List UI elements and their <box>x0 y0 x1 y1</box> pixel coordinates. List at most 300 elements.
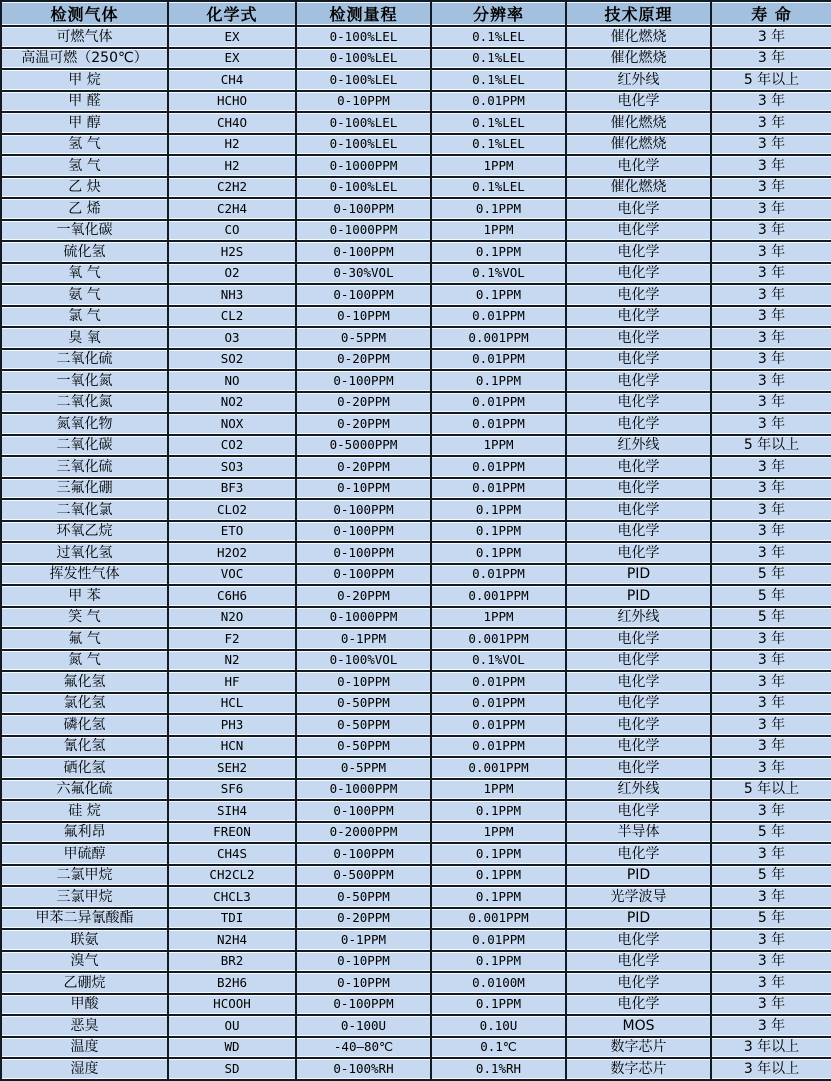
table-row <box>1 542 831 564</box>
principle-cell: 电化学 <box>566 327 711 349</box>
lifespan-cell: 3 年 <box>711 370 831 392</box>
formula-cell: CO <box>168 220 296 242</box>
formula-cell: NOX <box>168 413 296 435</box>
formula-cell: OU <box>168 1015 296 1037</box>
formula-cell: HCN <box>168 736 296 758</box>
lifespan-cell: 3 年 <box>711 392 831 414</box>
column-header-formula: 化学式 <box>168 1 296 26</box>
table-row <box>1 478 831 500</box>
lifespan-cell: 3 年 <box>711 757 831 779</box>
table-row <box>1 908 831 930</box>
lifespan-cell: 3 年 <box>711 263 831 285</box>
principle-cell: 电化学 <box>566 91 711 113</box>
lifespan-cell: 5 年 <box>711 607 831 629</box>
resolution-cell: 0.1%LEL <box>431 134 566 156</box>
formula-cell: VOC <box>168 564 296 586</box>
formula-cell: SEH2 <box>168 757 296 779</box>
gas-cell: 氮 气 <box>1 650 168 672</box>
gas-cell: 甲 醛 <box>1 91 168 113</box>
table-row <box>1 628 831 650</box>
range-cell: 0-100%LEL <box>296 134 431 156</box>
lifespan-cell: 3 年 <box>711 521 831 543</box>
formula-cell: HCOOH <box>168 994 296 1016</box>
range-cell: 0-20PPM <box>296 413 431 435</box>
principle-cell: 电化学 <box>566 198 711 220</box>
table-row <box>1 155 831 177</box>
range-cell: 0-1000PPM <box>296 220 431 242</box>
principle-cell: 电化学 <box>566 693 711 715</box>
principle-cell: 红外线 <box>566 435 711 457</box>
gas-cell: 硅 烷 <box>1 800 168 822</box>
table-row <box>1 263 831 285</box>
formula-cell: CH4 <box>168 69 296 91</box>
range-cell: 0-1000PPM <box>296 155 431 177</box>
principle-cell: 电化学 <box>566 671 711 693</box>
gas-cell: 三氯甲烷 <box>1 886 168 908</box>
principle-cell: 电化学 <box>566 714 711 736</box>
lifespan-cell: 5 年 <box>711 908 831 930</box>
resolution-cell: 0.1PPM <box>431 865 566 887</box>
principle-cell: 电化学 <box>566 478 711 500</box>
table-row <box>1 607 831 629</box>
formula-cell: BR2 <box>168 951 296 973</box>
lifespan-cell: 3 年以上 <box>711 1037 831 1059</box>
formula-cell: HF <box>168 671 296 693</box>
table-row <box>1 456 831 478</box>
principle-cell: 催化燃烧 <box>566 112 711 134</box>
range-cell: 0-50PPM <box>296 693 431 715</box>
range-cell: 0-100%LEL <box>296 48 431 70</box>
gas-cell: 过氧化氢 <box>1 542 168 564</box>
gas-cell: 甲酸 <box>1 994 168 1016</box>
resolution-cell: 0.1PPM <box>431 370 566 392</box>
lifespan-cell: 3 年 <box>711 48 831 70</box>
range-cell: 0-10PPM <box>296 951 431 973</box>
lifespan-cell: 5 年以上 <box>711 435 831 457</box>
range-cell: 0-100PPM <box>296 843 431 865</box>
gas-cell: 挥发性气体 <box>1 564 168 586</box>
range-cell: 0-1PPM <box>296 929 431 951</box>
principle-cell: 催化燃烧 <box>566 177 711 199</box>
range-cell: 0-1000PPM <box>296 779 431 801</box>
principle-cell: 电化学 <box>566 284 711 306</box>
resolution-cell: 0.1%LEL <box>431 48 566 70</box>
table-row <box>1 177 831 199</box>
resolution-cell: 0.1PPM <box>431 198 566 220</box>
formula-cell: H2O2 <box>168 542 296 564</box>
lifespan-cell: 3 年 <box>711 134 831 156</box>
table-row <box>1 413 831 435</box>
table-row <box>1 112 831 134</box>
formula-cell: EX <box>168 26 296 48</box>
lifespan-cell: 3 年 <box>711 951 831 973</box>
gas-cell: 二氧化碳 <box>1 435 168 457</box>
principle-cell: 电化学 <box>566 843 711 865</box>
principle-cell: 电化学 <box>566 628 711 650</box>
table-row <box>1 865 831 887</box>
gas-cell: 二氯甲烷 <box>1 865 168 887</box>
resolution-cell: 0.001PPM <box>431 585 566 607</box>
range-cell: 0-20PPM <box>296 349 431 371</box>
formula-cell: SD <box>168 1058 296 1080</box>
gas-cell: 笑 气 <box>1 607 168 629</box>
table-row <box>1 929 831 951</box>
resolution-cell: 1PPM <box>431 607 566 629</box>
gas-cell: 溴气 <box>1 951 168 973</box>
principle-cell: 电化学 <box>566 456 711 478</box>
table-row <box>1 886 831 908</box>
resolution-cell: 0.01PPM <box>431 456 566 478</box>
formula-cell: SF6 <box>168 779 296 801</box>
table-row <box>1 972 831 994</box>
table-row <box>1 198 831 220</box>
resolution-cell: 0.01PPM <box>431 736 566 758</box>
range-cell: 0-10PPM <box>296 306 431 328</box>
range-cell: 0-10PPM <box>296 478 431 500</box>
resolution-cell: 1PPM <box>431 779 566 801</box>
lifespan-cell: 3 年 <box>711 628 831 650</box>
gas-cell: 臭 氧 <box>1 327 168 349</box>
range-cell: 0-100PPM <box>296 198 431 220</box>
principle-cell: 电化学 <box>566 413 711 435</box>
gas-cell: 恶臭 <box>1 1015 168 1037</box>
principle-cell: PID <box>566 585 711 607</box>
lifespan-cell: 3 年 <box>711 220 831 242</box>
formula-cell: F2 <box>168 628 296 650</box>
gas-cell: 一氧化氮 <box>1 370 168 392</box>
formula-cell: NO <box>168 370 296 392</box>
gas-cell: 氨 气 <box>1 284 168 306</box>
lifespan-cell: 3 年 <box>711 306 831 328</box>
gas-cell: 氧 气 <box>1 263 168 285</box>
formula-cell: O3 <box>168 327 296 349</box>
lifespan-cell: 3 年 <box>711 26 831 48</box>
resolution-cell: 0.1PPM <box>431 499 566 521</box>
range-cell: 0-20PPM <box>296 392 431 414</box>
resolution-cell: 0.01PPM <box>431 564 566 586</box>
gas-cell: 乙 烯 <box>1 198 168 220</box>
table-row <box>1 241 831 263</box>
principle-cell: PID <box>566 908 711 930</box>
principle-cell: 数字芯片 <box>566 1037 711 1059</box>
range-cell: 0-5000PPM <box>296 435 431 457</box>
resolution-cell: 0.1%VOL <box>431 650 566 672</box>
principle-cell: 电化学 <box>566 241 711 263</box>
principle-cell: 光学波导 <box>566 886 711 908</box>
formula-cell: CL2 <box>168 306 296 328</box>
resolution-cell: 0.1%LEL <box>431 177 566 199</box>
resolution-cell: 0.01PPM <box>431 714 566 736</box>
range-cell: 0-100PPM <box>296 241 431 263</box>
resolution-cell: 0.1℃ <box>431 1037 566 1059</box>
table-row <box>1 1037 831 1059</box>
gas-cell: 可燃气体 <box>1 26 168 48</box>
resolution-cell: 1PPM <box>431 220 566 242</box>
gas-cell: 甲 烷 <box>1 69 168 91</box>
range-cell: 0-1PPM <box>296 628 431 650</box>
range-cell: 0-100PPM <box>296 521 431 543</box>
formula-cell: PH3 <box>168 714 296 736</box>
formula-cell: EX <box>168 48 296 70</box>
gas-cell: 甲硫醇 <box>1 843 168 865</box>
table-row <box>1 48 831 70</box>
gas-cell: 氯 气 <box>1 306 168 328</box>
table-row <box>1 284 831 306</box>
range-cell: 0-100%VOL <box>296 650 431 672</box>
formula-cell: BF3 <box>168 478 296 500</box>
range-cell: 0-5PPM <box>296 757 431 779</box>
formula-cell: SO2 <box>168 349 296 371</box>
principle-cell: 数字芯片 <box>566 1058 711 1080</box>
table-row <box>1 349 831 371</box>
lifespan-cell: 3 年 <box>711 843 831 865</box>
resolution-cell: 0.01PPM <box>431 91 566 113</box>
range-cell: 0-2000PPM <box>296 822 431 844</box>
range-cell: 0-20PPM <box>296 585 431 607</box>
column-header-principle: 技术原理 <box>566 1 711 26</box>
resolution-cell: 0.1PPM <box>431 886 566 908</box>
table-row <box>1 843 831 865</box>
principle-cell: 半导体 <box>566 822 711 844</box>
formula-cell: O2 <box>168 263 296 285</box>
lifespan-cell: 5 年 <box>711 822 831 844</box>
principle-cell: 电化学 <box>566 542 711 564</box>
gas-cell: 硫化氢 <box>1 241 168 263</box>
gas-cell: 环氧乙烷 <box>1 521 168 543</box>
formula-cell: CH4O <box>168 112 296 134</box>
range-cell: 0-500PPM <box>296 865 431 887</box>
range-cell: 0-10PPM <box>296 671 431 693</box>
resolution-cell: 0.10U <box>431 1015 566 1037</box>
principle-cell: 电化学 <box>566 521 711 543</box>
formula-cell: SO3 <box>168 456 296 478</box>
gas-cell: 硒化氢 <box>1 757 168 779</box>
formula-cell: HCHO <box>168 91 296 113</box>
principle-cell: 电化学 <box>566 800 711 822</box>
principle-cell: 电化学 <box>566 736 711 758</box>
resolution-cell: 0.001PPM <box>431 327 566 349</box>
formula-cell: N2H4 <box>168 929 296 951</box>
lifespan-cell: 3 年 <box>711 650 831 672</box>
gas-cell: 湿度 <box>1 1058 168 1080</box>
principle-cell: 电化学 <box>566 951 711 973</box>
table-row <box>1 69 831 91</box>
gas-cell: 二氧化硫 <box>1 349 168 371</box>
lifespan-cell: 3 年 <box>711 91 831 113</box>
formula-cell: CH2CL2 <box>168 865 296 887</box>
resolution-cell: 0.1PPM <box>431 284 566 306</box>
principle-cell: 电化学 <box>566 499 711 521</box>
formula-cell: NH3 <box>168 284 296 306</box>
principle-cell: 电化学 <box>566 220 711 242</box>
range-cell: 0-50PPM <box>296 714 431 736</box>
gas-cell: 甲 苯 <box>1 585 168 607</box>
formula-cell: ETO <box>168 521 296 543</box>
table-row <box>1 736 831 758</box>
lifespan-cell: 3 年 <box>711 886 831 908</box>
formula-cell: CLO2 <box>168 499 296 521</box>
range-cell: 0-100PPM <box>296 542 431 564</box>
resolution-cell: 1PPM <box>431 435 566 457</box>
lifespan-cell: 3 年 <box>711 478 831 500</box>
range-cell: 0-100%LEL <box>296 112 431 134</box>
gas-cell: 二氧化氯 <box>1 499 168 521</box>
range-cell: 0-30%VOL <box>296 263 431 285</box>
table-body <box>1 26 831 1080</box>
lifespan-cell: 3 年 <box>711 456 831 478</box>
resolution-cell: 0.01PPM <box>431 392 566 414</box>
range-cell: 0-10PPM <box>296 91 431 113</box>
resolution-cell: 0.0100M <box>431 972 566 994</box>
resolution-cell: 0.1PPM <box>431 951 566 973</box>
formula-cell: H2S <box>168 241 296 263</box>
principle-cell: 电化学 <box>566 929 711 951</box>
gas-cell: 乙 炔 <box>1 177 168 199</box>
table-row <box>1 994 831 1016</box>
range-cell: 0-50PPM <box>296 886 431 908</box>
table-row <box>1 693 831 715</box>
gas-cell: 磷化氢 <box>1 714 168 736</box>
formula-cell: CHCL3 <box>168 886 296 908</box>
range-cell: 0-1000PPM <box>296 607 431 629</box>
range-cell: 0-100PPM <box>296 284 431 306</box>
principle-cell: 电化学 <box>566 972 711 994</box>
resolution-cell: 0.01PPM <box>431 671 566 693</box>
resolution-cell: 0.1PPM <box>431 800 566 822</box>
lifespan-cell: 3 年 <box>711 736 831 758</box>
table-row <box>1 499 831 521</box>
principle-cell: 电化学 <box>566 392 711 414</box>
table-row <box>1 521 831 543</box>
lifespan-cell: 3 年 <box>711 155 831 177</box>
resolution-cell: 0.001PPM <box>431 628 566 650</box>
gas-cell: 氟利昂 <box>1 822 168 844</box>
table-row <box>1 585 831 607</box>
formula-cell: NO2 <box>168 392 296 414</box>
gas-cell: 甲苯二异氰酸酯 <box>1 908 168 930</box>
gas-cell: 氟化氢 <box>1 671 168 693</box>
gas-cell: 氟 气 <box>1 628 168 650</box>
range-cell: 0-100%LEL <box>296 69 431 91</box>
formula-cell: C6H6 <box>168 585 296 607</box>
header-row <box>1 1 831 26</box>
gas-cell: 三氧化硫 <box>1 456 168 478</box>
table-row <box>1 220 831 242</box>
range-cell: 0-5PPM <box>296 327 431 349</box>
gas-cell: 联氨 <box>1 929 168 951</box>
formula-cell: CH4S <box>168 843 296 865</box>
table-row <box>1 779 831 801</box>
resolution-cell: 0.001PPM <box>431 908 566 930</box>
resolution-cell: 0.01PPM <box>431 306 566 328</box>
lifespan-cell: 3 年 <box>711 413 831 435</box>
formula-cell: H2 <box>168 134 296 156</box>
principle-cell: 红外线 <box>566 607 711 629</box>
table-row <box>1 714 831 736</box>
principle-cell: 电化学 <box>566 650 711 672</box>
formula-cell: N2O <box>168 607 296 629</box>
lifespan-cell: 3 年 <box>711 929 831 951</box>
resolution-cell: 0.1PPM <box>431 241 566 263</box>
resolution-cell: 0.01PPM <box>431 349 566 371</box>
table-row <box>1 671 831 693</box>
principle-cell: MOS <box>566 1015 711 1037</box>
principle-cell: 催化燃烧 <box>566 48 711 70</box>
table-row <box>1 951 831 973</box>
formula-cell: SIH4 <box>168 800 296 822</box>
formula-cell: B2H6 <box>168 972 296 994</box>
lifespan-cell: 5 年以上 <box>711 779 831 801</box>
range-cell: 0-100PPM <box>296 499 431 521</box>
gas-cell: 三氟化硼 <box>1 478 168 500</box>
gas-cell: 一氧化碳 <box>1 220 168 242</box>
table-row <box>1 1058 831 1080</box>
formula-cell: HCL <box>168 693 296 715</box>
resolution-cell: 0.01PPM <box>431 413 566 435</box>
principle-cell: 电化学 <box>566 306 711 328</box>
resolution-cell: 0.1%LEL <box>431 69 566 91</box>
table-row <box>1 392 831 414</box>
column-header-lifespan: 寿 命 <box>711 1 831 26</box>
table-row <box>1 800 831 822</box>
resolution-cell: 0.1%RH <box>431 1058 566 1080</box>
range-cell: 0-100PPM <box>296 370 431 392</box>
column-header-gas: 检测气体 <box>1 1 168 26</box>
table-row <box>1 435 831 457</box>
gas-cell: 氮氧化物 <box>1 413 168 435</box>
lifespan-cell: 3 年 <box>711 327 831 349</box>
resolution-cell: 0.1PPM <box>431 521 566 543</box>
range-cell: 0-20PPM <box>296 456 431 478</box>
table-row <box>1 26 831 48</box>
resolution-cell: 0.1%LEL <box>431 112 566 134</box>
lifespan-cell: 5 年以上 <box>711 69 831 91</box>
column-header-resolution: 分辨率 <box>431 1 566 26</box>
formula-cell: FREON <box>168 822 296 844</box>
formula-cell: H2 <box>168 155 296 177</box>
column-header-range: 检测量程 <box>296 1 431 26</box>
lifespan-cell: 3 年 <box>711 284 831 306</box>
table-row <box>1 564 831 586</box>
principle-cell: 电化学 <box>566 370 711 392</box>
table-row <box>1 1015 831 1037</box>
resolution-cell: 0.01PPM <box>431 478 566 500</box>
lifespan-cell: 3 年 <box>711 693 831 715</box>
lifespan-cell: 3 年 <box>711 714 831 736</box>
gas-cell: 氯化氢 <box>1 693 168 715</box>
lifespan-cell: 3 年 <box>711 112 831 134</box>
range-cell: 0-20PPM <box>296 908 431 930</box>
table-header <box>1 1 831 26</box>
lifespan-cell: 3 年 <box>711 671 831 693</box>
lifespan-cell: 3 年 <box>711 349 831 371</box>
resolution-cell: 0.1PPM <box>431 994 566 1016</box>
range-cell: 0-100%LEL <box>296 177 431 199</box>
range-cell: 0-100PPM <box>296 800 431 822</box>
principle-cell: 电化学 <box>566 349 711 371</box>
principle-cell: 电化学 <box>566 757 711 779</box>
range-cell: 0-100%LEL <box>296 26 431 48</box>
formula-cell: WD <box>168 1037 296 1059</box>
gas-cell: 高温可燃（250℃） <box>1 48 168 70</box>
lifespan-cell: 3 年 <box>711 198 831 220</box>
lifespan-cell: 3 年 <box>711 241 831 263</box>
table-row <box>1 370 831 392</box>
table-row <box>1 91 831 113</box>
principle-cell: 电化学 <box>566 155 711 177</box>
table-row <box>1 822 831 844</box>
gas-cell: 二氧化氮 <box>1 392 168 414</box>
